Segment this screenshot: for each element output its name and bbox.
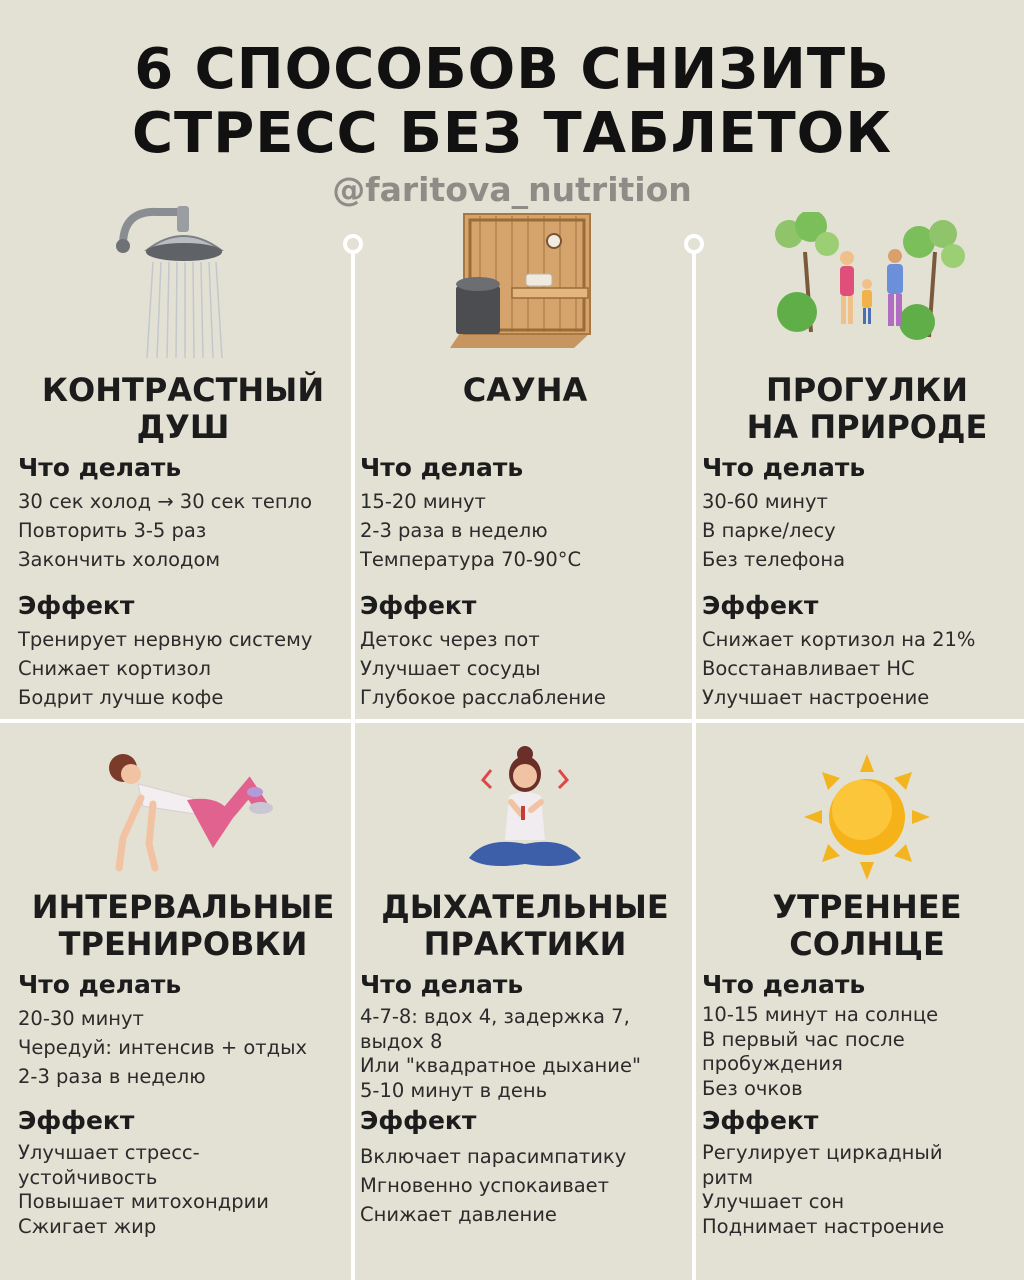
list-item: Температура 70-90°C bbox=[360, 548, 582, 571]
list-item: Снижает давление bbox=[360, 1203, 557, 1226]
list-item: Бодрит лучше кофе bbox=[18, 686, 224, 709]
list-item: 2-3 раза в неделю bbox=[360, 519, 548, 542]
list-item: Улучшает сосуды bbox=[360, 657, 541, 680]
list-item: 4-7-8: вдох 4, задержка 7, bbox=[360, 1005, 630, 1028]
list-item: Улучшает настроение bbox=[702, 686, 930, 709]
list-item: В парке/лесу bbox=[702, 519, 836, 542]
list-item: Сжигает жир bbox=[18, 1214, 157, 1238]
card-title: ИНТЕРВАЛЬНЫЕ ТРЕНИРОВКИ bbox=[31, 888, 335, 963]
list-item: ритм bbox=[702, 1165, 754, 1189]
list-item: Мгновенно успокаивает bbox=[360, 1174, 610, 1197]
list-item: 20-30 минут bbox=[18, 1007, 144, 1030]
effect-list bbox=[360, 1145, 690, 1232]
shower-icon bbox=[18, 200, 348, 350]
effect-list bbox=[702, 628, 1024, 715]
effect-list bbox=[702, 1141, 1024, 1239]
list-item: 30-60 минут bbox=[702, 490, 828, 513]
effect-label: Эффект bbox=[18, 591, 135, 620]
list-item: Включает парасимпатику bbox=[360, 1145, 627, 1168]
divider-horizontal bbox=[0, 719, 1024, 723]
todo-list bbox=[18, 1007, 348, 1094]
todo-label: Что делать bbox=[360, 970, 524, 999]
todo-label: Что делать bbox=[18, 970, 182, 999]
list-item: Без очков bbox=[702, 1076, 803, 1100]
sauna-icon bbox=[360, 208, 690, 358]
card-title: ДЫХАТЕЛЬНЫЕ ПРАКТИКИ bbox=[381, 888, 669, 963]
effect-label: Эффект bbox=[360, 1106, 477, 1135]
list-item: Или "квадратное дыхание" bbox=[360, 1054, 641, 1077]
divider-vertical-left bbox=[351, 254, 355, 1280]
list-item: Улучшает сон bbox=[702, 1190, 845, 1213]
list-item: Регулирует циркадный bbox=[702, 1141, 943, 1164]
todo-list bbox=[360, 1005, 690, 1103]
effect-list bbox=[360, 628, 690, 715]
title-line-1: 6 СПОСОБОВ СНИЗИТЬ bbox=[134, 37, 890, 102]
todo-list bbox=[702, 1003, 1024, 1101]
todo-label: Что делать bbox=[360, 453, 524, 482]
effect-label: Эффект bbox=[360, 591, 477, 620]
todo-label: Что делать bbox=[18, 453, 182, 482]
list-item: Снижает кортизол на 21% bbox=[702, 628, 976, 651]
list-item: Без телефона bbox=[702, 548, 846, 571]
sun-icon bbox=[702, 752, 1024, 902]
title-line-2: СТРЕСС БЕЗ ТАБЛЕТОК bbox=[131, 101, 893, 166]
todo-list bbox=[702, 490, 1024, 577]
list-item: Восстанавливает НС bbox=[702, 657, 915, 680]
list-item: Улучшает стресс- bbox=[18, 1141, 200, 1164]
list-item: Глубокое расслабление bbox=[360, 686, 606, 709]
page-title bbox=[0, 38, 1024, 166]
effect-list bbox=[18, 628, 348, 715]
card-title: КОНТРАСТНЫЙ ДУШ bbox=[41, 371, 325, 446]
family-walk-icon bbox=[702, 212, 1024, 362]
todo-label: Что делать bbox=[702, 453, 866, 482]
breathing-icon bbox=[360, 740, 690, 890]
list-item: Повторить 3-5 раз bbox=[18, 519, 207, 542]
list-item: 5-10 минут в день bbox=[360, 1078, 548, 1102]
list-item: 30 сек холод → 30 сек тепло bbox=[18, 490, 312, 513]
list-item: Закончить холодом bbox=[18, 548, 221, 571]
todo-list bbox=[18, 490, 348, 577]
list-item: устойчивость bbox=[18, 1165, 158, 1189]
author-handle: @faritova_nutrition bbox=[332, 170, 692, 209]
list-item: Детокс через пот bbox=[360, 628, 540, 651]
list-item: Снижает кортизол bbox=[18, 657, 211, 680]
list-item: пробуждения bbox=[702, 1052, 843, 1075]
effect-label: Эффект bbox=[18, 1106, 135, 1135]
list-item: 10-15 минут на солнце bbox=[702, 1003, 939, 1026]
todo-list bbox=[360, 490, 690, 577]
effect-label: Эффект bbox=[702, 591, 819, 620]
divider-vertical-right bbox=[692, 254, 696, 1280]
workout-icon bbox=[18, 748, 348, 898]
list-item: Поднимает настроение bbox=[702, 1214, 945, 1238]
list-item: Чередуй: интенсив + отдых bbox=[18, 1036, 308, 1059]
list-item: Повышает митохондрии bbox=[18, 1190, 269, 1213]
todo-label: Что делать bbox=[702, 970, 866, 999]
list-item: 15-20 минут bbox=[360, 490, 486, 513]
card-title: САУНА bbox=[462, 371, 588, 409]
list-item: В первый час после bbox=[702, 1027, 905, 1051]
list-item: Тренирует нервную систему bbox=[18, 628, 313, 651]
card-title: УТРЕННЕЕ СОЛНЦЕ bbox=[772, 888, 962, 963]
effect-list bbox=[18, 1141, 348, 1239]
effect-label: Эффект bbox=[702, 1106, 819, 1135]
list-item: 2-3 раза в неделю bbox=[18, 1065, 206, 1088]
card-title: ПРОГУЛКИ НА ПРИРОДЕ bbox=[746, 371, 988, 446]
list-item: выдох 8 bbox=[360, 1029, 443, 1053]
